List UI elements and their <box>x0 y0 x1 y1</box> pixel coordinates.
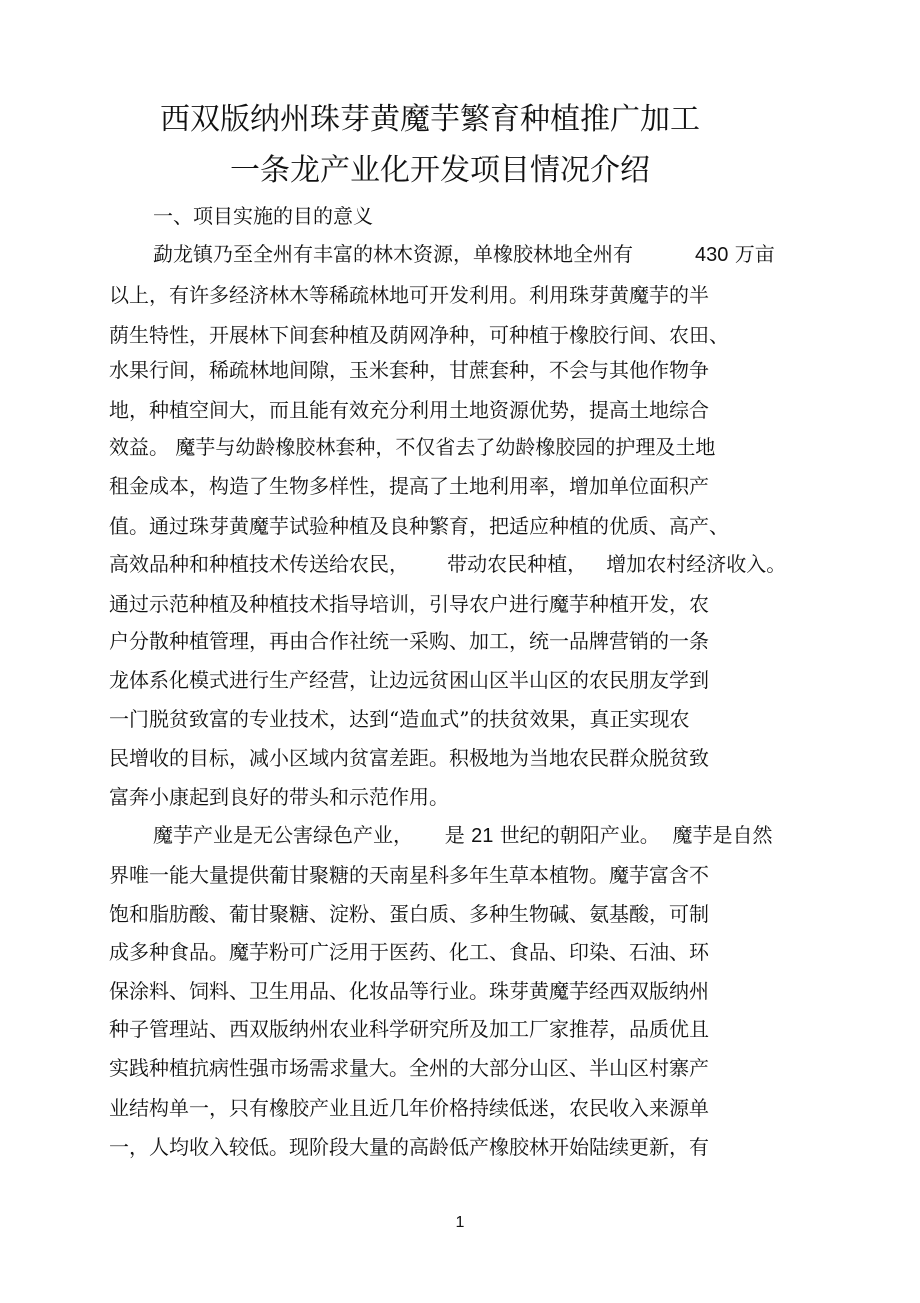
paragraph-line: 一，人均收入较低。现阶段大量的高龄低产橡胶林开始陆续更新，有 <box>109 1135 709 1159</box>
paragraph-line: 种子管理站、西双版纳州农业科学研究所及加工厂家推荐，品质优且 <box>109 1017 709 1041</box>
section-heading: 一、项目实施的目的意义 <box>153 204 373 228</box>
paragraph-line: 成多种食品。魔芋粉可广泛用于医药、化工、食品、印染、石油、环 <box>109 940 709 964</box>
paragraph-line: 地，种植空间大，而且能有效充分利用土地资源优势，提高土地综合 <box>109 398 709 422</box>
paragraph-line <box>153 241 775 268</box>
number-value: 430 <box>695 244 729 266</box>
paragraph-line: 界唯一能大量提供葡甘聚糖的天南星科多年生草本植物。魔芋富含不 <box>109 863 709 887</box>
paragraph-line: 饱和脂肪酸、葡甘聚糖、淀粉、蛋白质、多种生物碱、氨基酸，可制 <box>109 902 709 926</box>
page-number: 1 <box>455 1214 465 1231</box>
document-title-line-2: 一条龙产业化开发项目情况介绍 <box>230 153 650 188</box>
paragraph-line: 水果行间，稀疏林地间隙，玉米套种，甘蔗套种，不会与其他作物争 <box>109 358 709 382</box>
text-segment: 勐龙镇乃至全州有丰富的林木资源，单橡胶林地全州有 <box>153 242 633 266</box>
paragraph-line: 富奔小康起到良好的带头和示范作用。 <box>109 785 449 809</box>
text-segment: 魔芋产业是无公害绿色产业， 是 <box>153 823 472 847</box>
paragraph-line: 以上，有许多经济林木等稀疏林地可开发利用。利用珠芽黄魔芋的半 <box>109 283 709 307</box>
paragraph-line: 值。通过珠芽黄魔芋试验种植及良种繁育，把适应种植的优质、高产、 <box>109 514 729 538</box>
text-segment: 世纪的朝阳产业。 魔芋是自然 <box>493 823 773 847</box>
paragraph-line: 荫生特性，开展林下间套种植及荫网净种，可种植于橡胶行间、农田、 <box>109 323 729 347</box>
paragraph-line: 租金成本，构造了生物多样性，提高了土地利用率，增加单位面积产 <box>109 474 709 498</box>
document-title-line-1: 西双版纳州珠芽黄魔芋繁育种植推广加工 <box>160 102 700 137</box>
text-segment: 万亩 <box>728 242 775 266</box>
paragraph-line: 民增收的目标，减小区域内贫富差距。积极地为当地农民群众脱贫致 <box>109 746 709 770</box>
paragraph-line: 一门脱贫致富的专业技术，达到“造血式”的扶贫效果，真正实现农 <box>109 707 690 731</box>
paragraph-line <box>153 822 772 849</box>
paragraph-line: 效益。 魔芋与幼龄橡胶林套种，不仅省去了幼龄橡胶园的护理及土地 <box>109 435 716 459</box>
paragraph-line: 通过示范种植及种植技术指导培训，引导农户进行魔芋种植开发，农 <box>109 592 709 616</box>
number-value: 21 <box>471 825 494 847</box>
paragraph-line: 龙体系化模式进行生产经营，让边远贫困山区半山区的农民朋友学到 <box>109 668 709 692</box>
paragraph-line: 户分散种植管理，再由合作社统一采购、加工，统一品牌营销的一条 <box>109 629 709 653</box>
paragraph-line: 业结构单一，只有橡胶产业且近几年价格持续低迷，农民收入来源单 <box>109 1096 709 1120</box>
paragraph-line: 高效品种和种植技术传送给农民， 带动农民种植， 增加农村经济收入。 <box>109 552 787 576</box>
paragraph-line: 保涂料、饲料、卫生用品、化妆品等行业。珠芽黄魔芋经西双版纳州 <box>109 979 709 1003</box>
paragraph-line: 实践种植抗病性强市场需求量大。全州的大部分山区、半山区村寨产 <box>109 1056 709 1080</box>
